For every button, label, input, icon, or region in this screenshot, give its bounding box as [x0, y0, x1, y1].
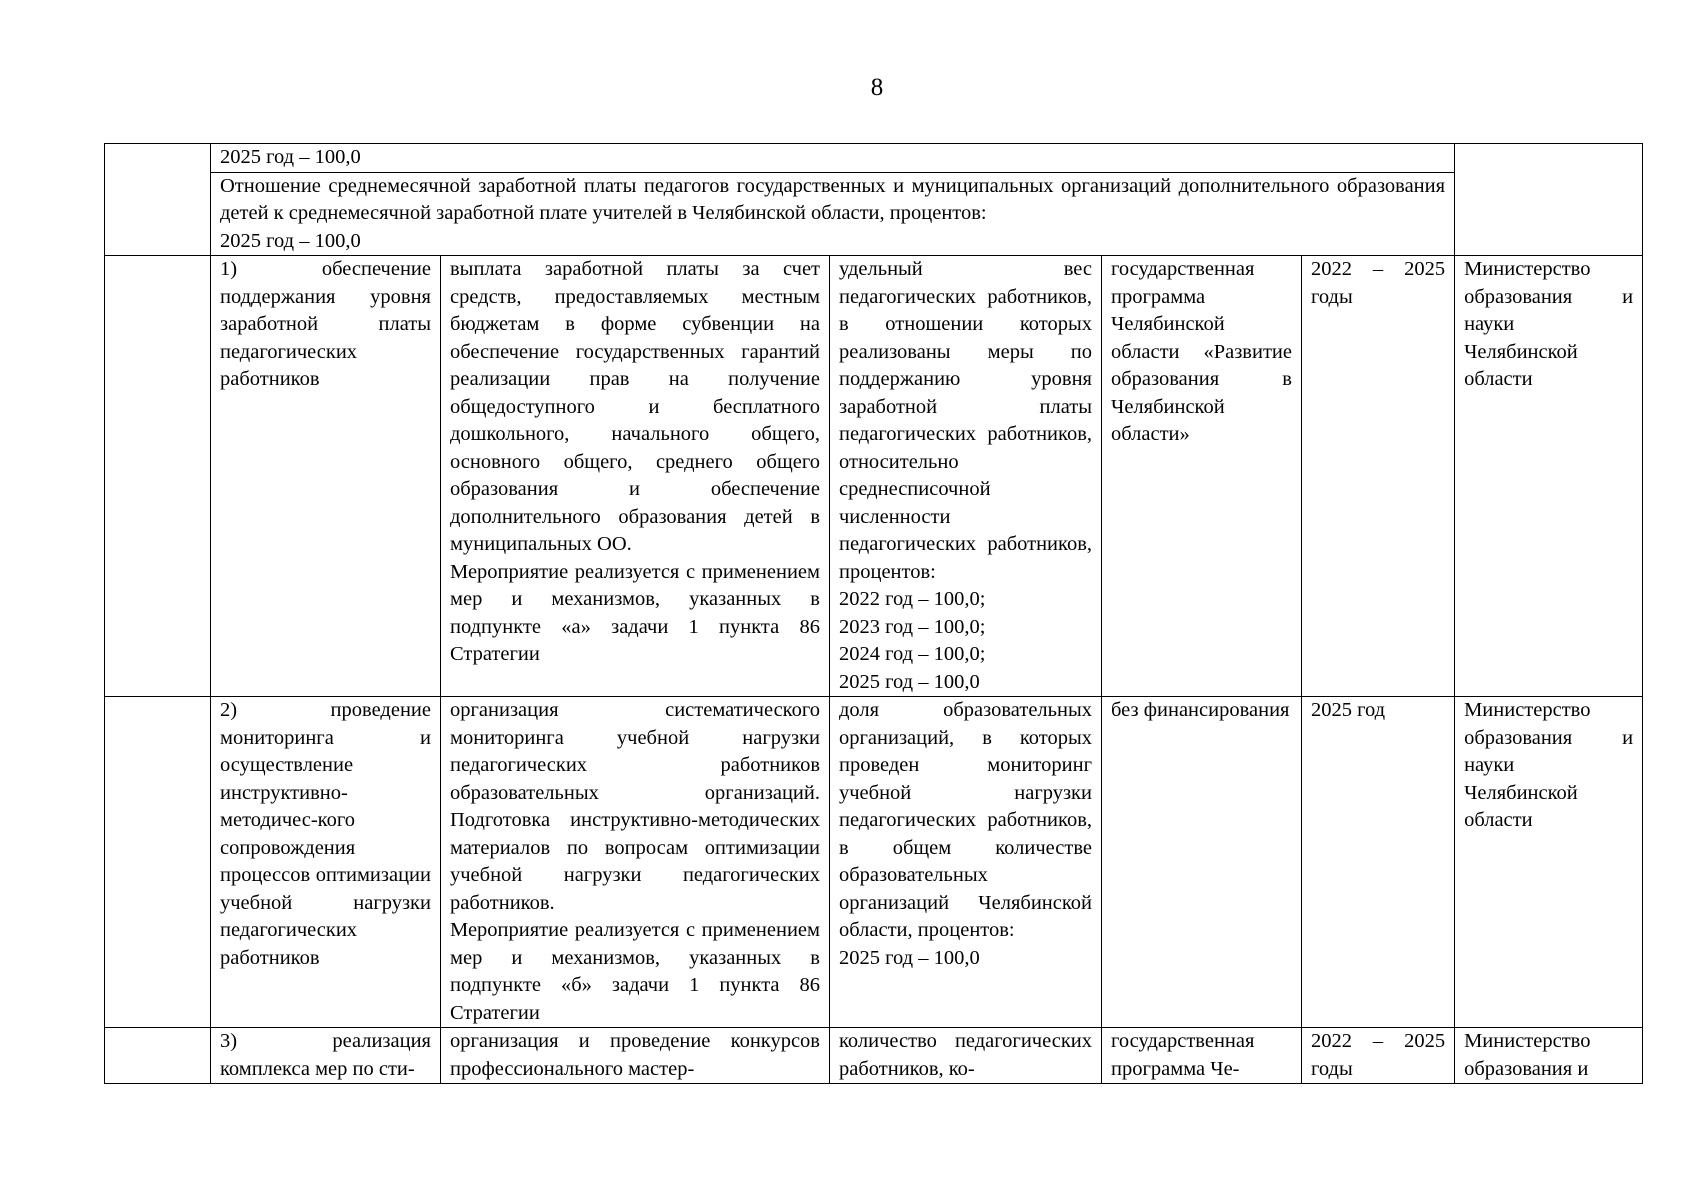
number-cell	[105, 256, 211, 697]
indicator-value: 2023 год – 100,0;	[839, 615, 986, 638]
description-cell	[441, 697, 830, 1028]
source-cell	[1102, 256, 1302, 697]
description-cell	[441, 1028, 830, 1084]
period-text: 2025 год	[1311, 699, 1386, 721]
source-text: без финансирования	[1111, 699, 1290, 721]
target-text: 2025 год – 100,0	[220, 146, 361, 168]
indicator-value: 2022 год – 100,0;	[839, 588, 986, 610]
indicator-cell	[830, 697, 1102, 1028]
responsible-cell	[1455, 1028, 1643, 1084]
indicator-value: 2024 год – 100,0;	[839, 643, 986, 665]
description-text: выплата заработной платы за счет средств, предоставляемых местным бюджетам в форме субвенции на обеспечение государственных гарантий реализации прав на получение общедоступного и бесплатного дошкольного, начального общего, основного общего, среднего общего образования и обеспечение дополнительного образования детей в муниципальных ОО.	[450, 258, 820, 555]
measure-text: 2) проведение мониторинга и осуществление инструктивно-методичес-кого сопровождения процессов оптимизации учебной нагрузки педагогических работников	[220, 699, 431, 969]
responsible-cell	[1455, 697, 1643, 1028]
measure-cell	[211, 697, 441, 1028]
table-row	[105, 697, 1643, 1028]
indicator-text: количество педагогических работников, ко-	[839, 1030, 1092, 1080]
indicator-text: удельный вес педагогических работников, в отношении которых реализованы меры по поддержанию уровня заработной платы педагогических работников, относительно среднесписочной численности педагогических работников, процентов:	[839, 258, 1092, 583]
empty-responsible-cell	[1455, 144, 1643, 256]
target-row	[105, 144, 1643, 173]
empty-number-cell	[105, 144, 211, 256]
indicator-value: 2025 год – 100,0	[839, 670, 980, 693]
indicator-cell	[830, 256, 1102, 697]
source-text: государственная программа Челябинской области «Развитие образования в Челябинской области»	[1111, 258, 1292, 445]
description-text: организация систематического мониторинга учебной нагрузки педагогических работников образовательных организаций. Подготовка инструктивно-методических материалов по вопросам оптимизации учебной нагрузки педагогических работников.	[450, 699, 820, 914]
target-cell	[211, 144, 1455, 173]
table-row	[105, 1028, 1643, 1084]
measure-text: 1) обеспечение поддержания уровня заработной платы педагогических работников	[220, 258, 431, 390]
description-note: Мероприятие реализуется с применением мер и механизмов, указанных в подпункте «б» задачи 1 пункта 86 Стратегии	[450, 919, 820, 1024]
source-text: государственная программа Че-	[1111, 1030, 1255, 1080]
period-cell	[1302, 1028, 1455, 1084]
indicator-text: доля образовательных организаций, в которых проведен мониторинг учебной нагрузки педагогических работников, в общем количестве образовательных организаций Челябинской области, процентов:	[839, 699, 1092, 941]
indicator-title-text: Отношение среднемесячной заработной платы педагогов государственных и муниципальных организаций дополнительного образования детей к среднемесячной заработной плате учителей в Челябинской области, процентов:	[220, 174, 1446, 224]
description-cell	[441, 256, 830, 697]
number-cell	[105, 697, 211, 1028]
measure-cell	[211, 1028, 441, 1084]
period-cell	[1302, 697, 1455, 1028]
indicator-cell	[830, 1028, 1102, 1084]
responsible-text: Министерство образования и науки Челябинской области	[1464, 699, 1634, 831]
measure-cell	[211, 256, 441, 697]
indicator-title-cell	[211, 172, 1455, 256]
measures-table	[104, 143, 1643, 1084]
responsible-text: Министерство образования и науки Челябинской области	[1464, 258, 1634, 390]
period-text: 2022 – 2025 годы	[1311, 1030, 1446, 1080]
indicator-title-row	[105, 172, 1643, 256]
indicator-value: 2025 год – 100,0	[839, 946, 980, 969]
indicator-target-text: 2025 год – 100,0	[220, 229, 361, 252]
source-cell	[1102, 1028, 1302, 1084]
period-cell	[1302, 256, 1455, 697]
description-text: организация и проведение конкурсов профессионального мастер-	[450, 1030, 820, 1080]
table-row	[105, 256, 1643, 697]
period-text: 2022 – 2025 годы	[1311, 258, 1446, 308]
page-number: 8	[870, 74, 884, 101]
description-note: Мероприятие реализуется с применением мер и механизмов, указанных в подпункте «а» задачи 1 пункта 86 Стратегии	[450, 560, 820, 665]
source-cell	[1102, 697, 1302, 1028]
responsible-text: Министерство образования и	[1464, 1030, 1591, 1080]
number-cell	[105, 1028, 211, 1084]
measure-text: 3) реализация комплекса мер по сти-	[220, 1030, 431, 1080]
responsible-cell	[1455, 256, 1643, 697]
